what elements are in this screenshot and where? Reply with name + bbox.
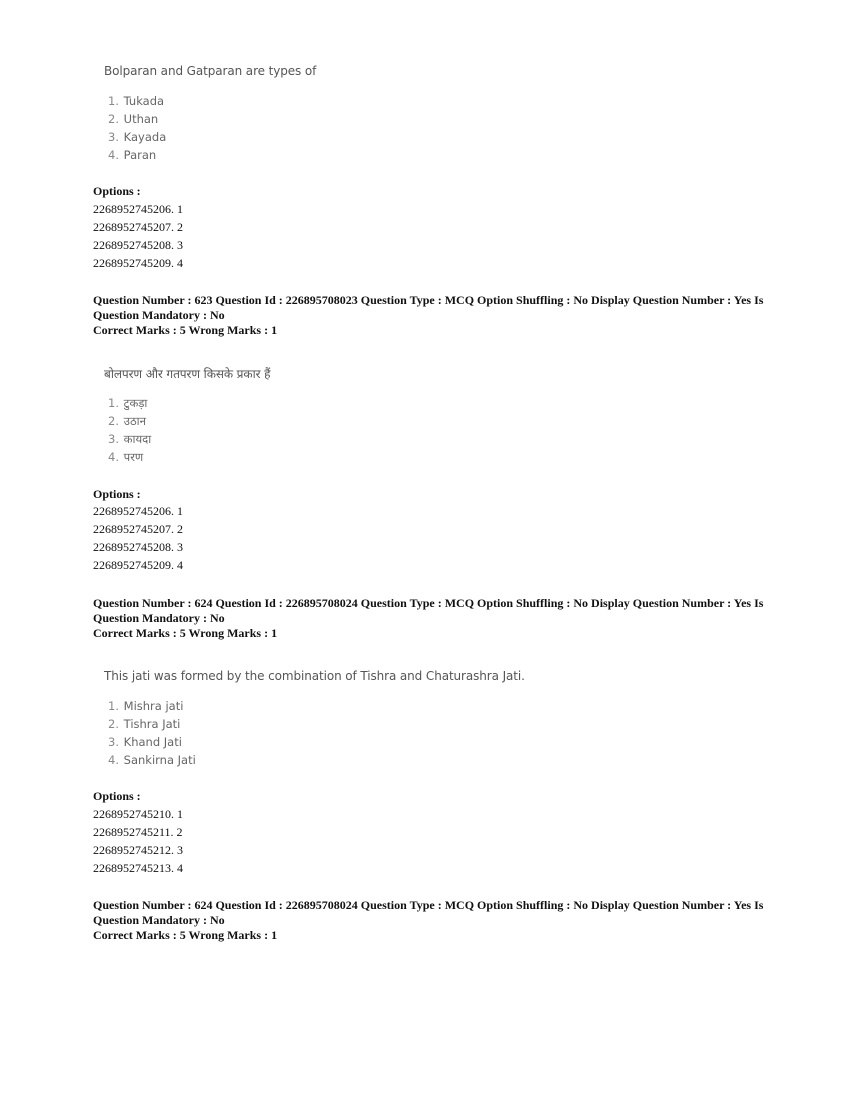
choice-number: 3. [108, 735, 119, 749]
option-item: 2268952745209. 4 [93, 256, 183, 270]
choice-label: Tukada [123, 94, 165, 108]
choice-number: 4. [108, 148, 119, 162]
option-item: 2268952745208. 3 [93, 540, 183, 554]
question-meta [93, 898, 773, 943]
marks-line: Correct Marks : 5 Wrong Marks : 1 [93, 323, 278, 337]
options-heading: Options : [93, 789, 141, 803]
option-item: 2268952745210. 1 [93, 807, 183, 821]
choice-number: 3. [108, 432, 119, 446]
option-item: 2268952745213. 4 [93, 861, 183, 875]
choice-label: कायदा [123, 432, 152, 446]
choice-number: 4. [108, 753, 119, 767]
choice-label: टुकड़ा [123, 396, 148, 410]
choice-list [108, 92, 166, 164]
choice-list [108, 394, 151, 466]
choice-label: उठान [123, 414, 147, 428]
choice-item [108, 92, 166, 110]
option-item: 2268952745212. 3 [93, 843, 183, 857]
option-item: 2268952745207. 2 [93, 220, 183, 234]
choice-number: 3. [108, 130, 119, 144]
choice-number: 1. [108, 94, 119, 108]
choice-item [108, 394, 151, 412]
question-meta [93, 596, 773, 641]
options-list [93, 200, 183, 272]
choice-number: 4. [108, 450, 119, 464]
choice-label: Paran [123, 148, 157, 162]
choice-label: Tishra Jati [123, 717, 181, 731]
question-meta-line: Question Number : 624 Question Id : 226895708024 Question Type : MCQ Option Shuffling : No Display Question Number : Yes Is Question Mandatory : No [93, 898, 764, 927]
options-list [93, 805, 183, 877]
option-item: 2268952745211. 2 [93, 825, 183, 839]
question-text: Bolparan and Gatparan are types of [104, 64, 317, 78]
question-text: This jati was formed by the combination of Tishra and Chaturashra Jati. [104, 669, 525, 683]
choice-label: Uthan [123, 112, 159, 126]
question-meta-line: Question Number : 624 Question Id : 226895708024 Question Type : MCQ Option Shuffling : No Display Question Number : Yes Is Question Mandatory : No [93, 596, 764, 625]
options-list [93, 502, 183, 574]
choice-item [108, 412, 151, 430]
choice-number: 2. [108, 112, 119, 126]
option-item: 2268952745206. 1 [93, 202, 183, 216]
choice-label: Sankirna Jati [123, 753, 196, 767]
choice-item [108, 146, 166, 164]
options-heading: Options : [93, 487, 141, 501]
question-meta [93, 293, 773, 338]
choice-number: 2. [108, 414, 119, 428]
choice-number: 2. [108, 717, 119, 731]
choice-label: Kayada [123, 130, 167, 144]
choice-number: 1. [108, 699, 119, 713]
option-item: 2268952745208. 3 [93, 238, 183, 252]
choice-list [108, 697, 196, 769]
choice-label: परण [123, 450, 144, 464]
choice-label: Mishra jati [123, 699, 184, 713]
options-heading: Options : [93, 184, 141, 198]
question-text: बोलपरण और गतपरण किसके प्रकार हैं [104, 367, 271, 381]
marks-line: Correct Marks : 5 Wrong Marks : 1 [93, 626, 278, 640]
choice-item [108, 110, 166, 128]
choice-item [108, 715, 196, 733]
choice-item [108, 448, 151, 466]
choice-item [108, 128, 166, 146]
option-item: 2268952745206. 1 [93, 504, 183, 518]
choice-label: Khand Jati [123, 735, 182, 749]
option-item: 2268952745209. 4 [93, 558, 183, 572]
option-item: 2268952745207. 2 [93, 522, 183, 536]
question-meta-line: Question Number : 623 Question Id : 226895708023 Question Type : MCQ Option Shuffling : No Display Question Number : Yes Is Question Mandatory : No [93, 293, 764, 322]
choice-item [108, 751, 196, 769]
choice-item [108, 697, 196, 715]
choice-item [108, 430, 151, 448]
marks-line: Correct Marks : 5 Wrong Marks : 1 [93, 928, 278, 942]
choice-number: 1. [108, 396, 119, 410]
choice-item [108, 733, 196, 751]
